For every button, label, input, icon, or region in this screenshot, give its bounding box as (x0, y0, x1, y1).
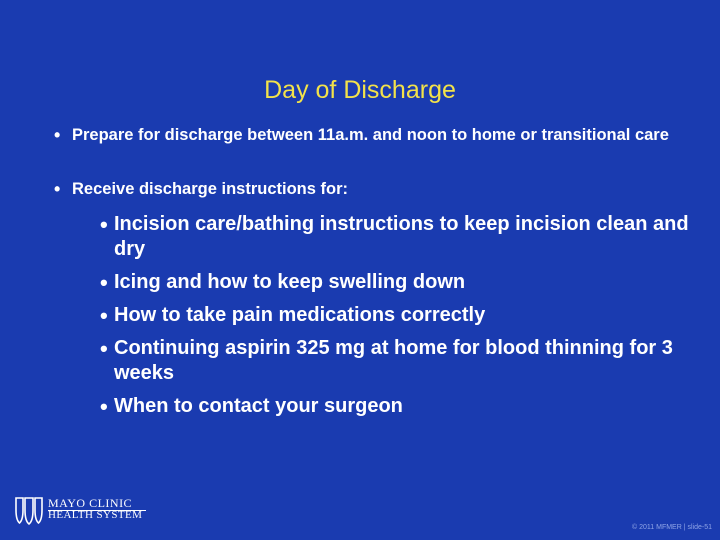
sub-bullet-list (100, 212, 700, 427)
sub-bullet-item (100, 270, 700, 295)
slide-footer: © 2011 MFMER | slide-51 (632, 524, 712, 531)
slide-title: Day of Discharge (264, 76, 456, 104)
sub-bullet-text: How to take pain medications correctly (114, 304, 486, 326)
sub-bullet-text: Icing and how to keep swelling down (114, 271, 466, 293)
sub-bullet-text: Continuing aspirin 325 mg at home for blood thinning for 3 weeks (114, 337, 673, 384)
bullet-icon: • (100, 336, 108, 361)
sub-bullet-item (100, 336, 700, 386)
logo-line2: HEALTH SYSTEM (48, 509, 143, 521)
bullet-icon: • (100, 303, 108, 328)
sub-bullet-item (100, 303, 700, 328)
sub-bullet-text: Incision care/bathing instructions to keep incision clean and dry (114, 213, 689, 260)
sub-bullet-text: When to contact your surgeon (114, 395, 403, 417)
bullet-icon: • (100, 270, 108, 295)
sub-bullet-item (100, 212, 700, 262)
bullet-text: Prepare for discharge between 11a.m. and noon to home or transitional care (72, 126, 669, 144)
bullet-icon: • (54, 179, 61, 199)
logo-line1: MAYO CLINIC (48, 496, 133, 510)
sub-bullet-item (100, 394, 700, 419)
bullet-icon: • (100, 394, 108, 419)
shield-icon (14, 496, 44, 526)
bullet-text: Receive discharge instructions for: (72, 180, 348, 198)
bullet-item (52, 180, 672, 199)
bullet-icon: • (100, 212, 108, 237)
bullet-item (52, 126, 672, 145)
mayo-clinic-logo (14, 496, 154, 526)
bullet-icon: • (54, 125, 61, 145)
